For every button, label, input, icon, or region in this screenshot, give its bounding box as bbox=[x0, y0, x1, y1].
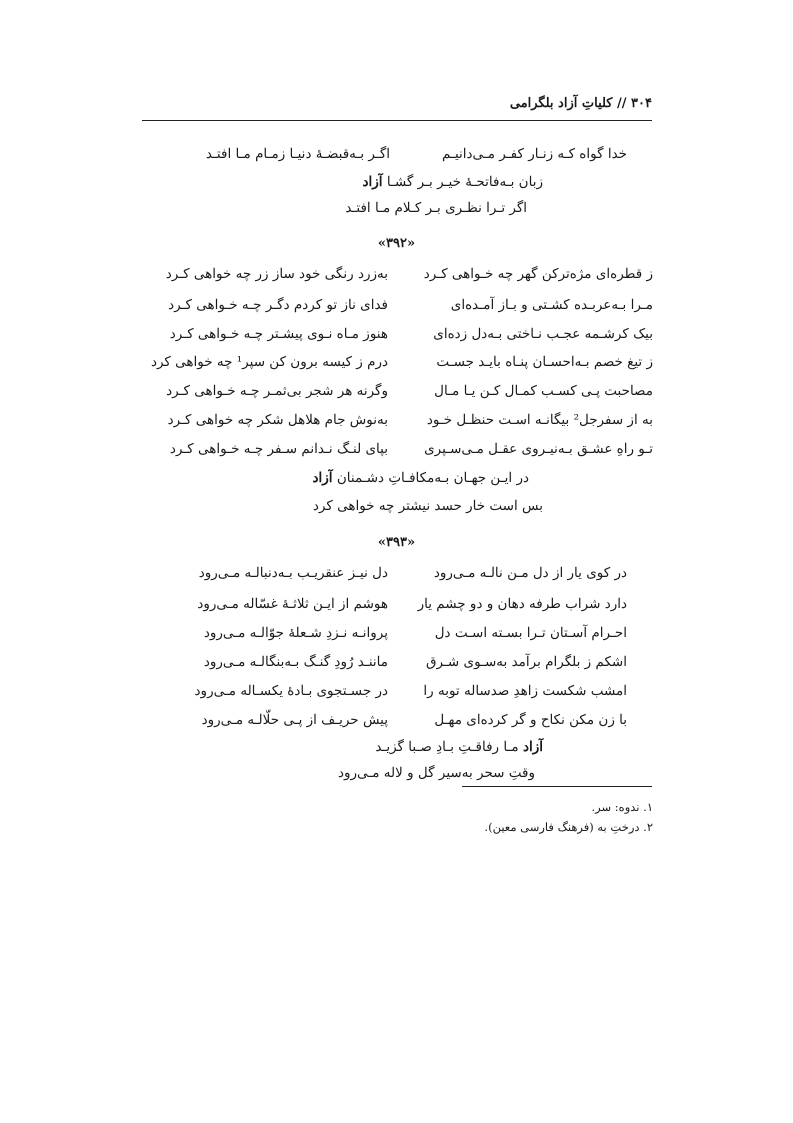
g393-couplet1-left: دل نیـز عنقریـب بـه‌دنبالـه مـی‌رود bbox=[198, 565, 388, 581]
g392-couplet5-left: وگرنه هر شجر بی‌ثمـر چـه خـواهی کـرد bbox=[166, 383, 388, 399]
g393-final-line1 bbox=[375, 738, 543, 756]
g392-couplet4-right: ز تیغ خصم بـه‌احسـان پنـاه بایـد جسـت bbox=[436, 354, 653, 370]
g392-couplet7-left: بپای لنـگ نـدانم سـفر چـه خـواهی کـرد bbox=[169, 441, 388, 457]
intro-line1-right: خدا گواه کـه زنـار کفـر مـی‌دانیـم bbox=[442, 146, 627, 162]
footnote-2: ۲. درختِ به (فرهنگ فارسی معین). bbox=[484, 820, 653, 834]
g392-couplet7-right: تـو راهِ عشـق بـه‌نیـروی عقـل مـی‌سـپری bbox=[424, 441, 653, 457]
g392-couplet1-left: به‌زرد رنگی خود ساز زر چه خواهی کـرد bbox=[165, 266, 388, 282]
g392-couplet2-right: مـرا بـه‌عربـده کشـتی و بـاز آمـده‌ای bbox=[450, 297, 653, 313]
g392-final-line2: بس است خار حسد نیشتر چه خواهی کرد bbox=[312, 498, 543, 514]
g392-couplet5-right: مصاحبت پـی کسـب کمـال کـن یـا مـال bbox=[434, 383, 653, 399]
g393-couplet3-right: احـرام آسـتان تـرا بسـته اسـت دل bbox=[434, 625, 627, 641]
g393-couplet2-left: هوشم از ایـن ثلاثـهٔ غسّاله مـی‌رود bbox=[197, 596, 388, 612]
g392-couplet3-left: هنوز مـاه نـوی پیشـتر چـه خـواهی کـرد bbox=[169, 326, 388, 342]
g393-final-line2: وقتِ سحر به‌سیر گل و لاله مـی‌رود bbox=[338, 765, 535, 781]
g393-couplet3-left: پروانـه نـزدِ شـعلهٔ جوّالـه مـی‌رود bbox=[203, 625, 388, 641]
footnote-rule bbox=[462, 786, 652, 787]
intro-line1-left: اگـر بـه‌قبضـهٔ دنیـا زمـام مـا افتـد bbox=[205, 146, 390, 162]
g392-final-line1 bbox=[313, 469, 530, 487]
g393-couplet5-right: امشب شکست زاهدِ صدساله توبه را bbox=[423, 683, 627, 699]
g393-couplet4-left: ماننـد رُودِ گنـگ بـه‌بنگالـه مـی‌رود bbox=[203, 654, 388, 670]
intro-line2-text: زبان بـه‌فاتحـهٔ خیـر بـر گشـا bbox=[386, 174, 543, 190]
ghazal-392-number: «۳۹۲» bbox=[377, 236, 416, 251]
poet-name: آزاد bbox=[312, 470, 333, 486]
g393-couplet6-right: با زن مکن نکاح و گر کرده‌ای مهـل bbox=[434, 712, 627, 728]
g392-final-text: در ایـن جهـان بـه‌مکافـاتِ دشـمنان bbox=[336, 470, 529, 486]
g392-couplet2-left: فدای ناز تو کردم دگـر چـه خـواهی کـرد bbox=[168, 297, 388, 313]
g393-final-text: مـا رفاقـتِ بـادِ صـبا گزیـد bbox=[375, 739, 519, 755]
g393-couplet2-right: دارد شراب طرفه دهان و دو چشم یار bbox=[417, 596, 627, 612]
g392-couplet3-right: بیک کرشـمه عجـب نـاختی بـه‌دل زده‌ای bbox=[433, 326, 653, 342]
intro-line3: اگر تـرا نظـری بـر کـلام مـا افتـد bbox=[345, 200, 527, 216]
g393-couplet5-left: در جسـتجوی بـادهٔ یکسـاله مـی‌رود bbox=[194, 683, 388, 699]
g393-couplet4-right: اشکم ز بلگرام برآمد به‌سـوی شـرق bbox=[426, 654, 627, 670]
g393-couplet6-left: پیش حریـف از پـی حلّالـه مـی‌رود bbox=[201, 712, 388, 728]
intro-line2 bbox=[362, 173, 543, 191]
g392-couplet6-left: به‌نوش جام هلاهل شکر چه خواهی کـرد bbox=[167, 412, 388, 428]
poet-name: آزاد bbox=[362, 174, 383, 190]
g392-couplet1-right: ز قطره‌ای مژه‌ترکن گهر چه خـواهی کـرد bbox=[423, 266, 653, 282]
running-header: ۳۰۴ // کلیاتِ آزاد بلگرامی bbox=[509, 96, 652, 111]
ghazal-393-number: «۳۹۳» bbox=[377, 535, 416, 550]
header-rule bbox=[142, 120, 652, 121]
g393-couplet1-right: در کوی یار از دل مـن نالـه مـی‌رود bbox=[433, 565, 627, 581]
g392-couplet4-left: درم ز کیسه برون کن سپر¹ چه خواهی کرد bbox=[150, 354, 388, 370]
g392-couplet6-right: به از سفرجل² بیگانـه اسـت حنظـل خـود bbox=[426, 412, 653, 428]
footnote-1: ۱. ندوه: سر. bbox=[591, 800, 653, 814]
poet-name: آزاد bbox=[522, 739, 543, 755]
